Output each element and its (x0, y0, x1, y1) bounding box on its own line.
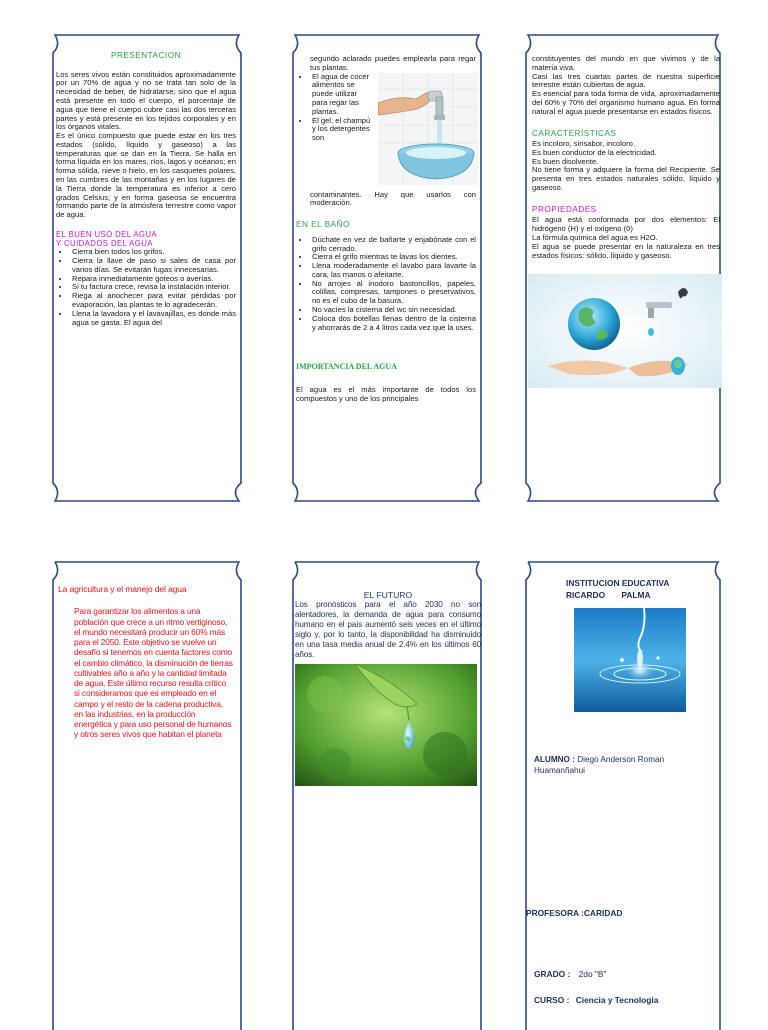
globe-faucet-hands-image (528, 274, 722, 388)
school-name-line2: RICARDO PALMA (566, 590, 651, 600)
caracteristicas-line: Es buen disolvente. (532, 156, 599, 166)
panel-presentacion (45, 33, 235, 503)
propiedades-text-1: El agua está conformada por dos elementos: El hidrógeno (H) y el oxígeno (0) (532, 215, 720, 234)
plant-tips-list (296, 73, 372, 143)
alumno-name-line1: Diego Anderson Roman (577, 755, 665, 764)
agricultura-body: Para garantizar los alimentos a una población que crece a un ritmo vertiginoso, el mundo necesitará producir un 60% más para el 2050. Este objetivo se vuelve un desafío si tenemos en cuenta factores como el cambio climático, la disminución de tierras cultivables año a año y la cantidad limitada de agua. Este último recurso resulta crítico si consideramos que es empleado en el campo y el resto de la cadena productiva, en las industrias, en la producción energética y para uso personal de humanos y otros seres vivos que habitan el planeta (74, 606, 233, 740)
buen-uso-tips-list (56, 248, 236, 327)
water-drop-splash-image (574, 608, 686, 712)
caracteristicas-line: No tiene forma y adquiere la forma del Recipiente. Se presenta en tres estados naturales sólido, líquido y gaseoso. (532, 165, 720, 193)
el-futuro-body: Los pronósticos para el año 2030 no son alentadores, la demanda de agua para consumo humano en el país aumentó seis veces en el último siglo y, por lo tanto, la disponibilidad ha disminuido en una tasa media anual de 2.4% en los últimos 60 años. (295, 600, 481, 660)
propiedades-title: PROPIEDADES (532, 204, 597, 214)
bano-tips-list (296, 236, 476, 333)
contaminantes-text: contaminantes. Hay que usarlos con moderación. (310, 189, 476, 208)
caracteristicas-line: Es incoloro, sinsabor, incoloro. (532, 139, 635, 149)
alumno-label: ALUMNO : (534, 755, 575, 764)
grado-value: 2do "B" (578, 969, 607, 979)
presentacion-paragraph-2: Es el único compuesto que puede estar en los tres estados (sólido, líquido y gaseoso) a las temperaturas que se dan en la Tierra. Se halla en forma líquida en los mares, ríos, lagos y océanos; en forma sólida, nieve o hielo, en los casquetes polares, en las cumbres de las montañas y en los lugares de la Tierra donde la temperatura es inferior a cero grados Celsius; y en forma gaseosa se encuentra formando parte de la atmósfera terrestre como vapor de agua. (56, 131, 236, 220)
school-name-line1: INSTITUCION EDUCATIVA (566, 578, 670, 588)
esencial-text: Es esencial para toda forma de vida, aproximadamente del 60% y 70% del organismo humano agua. En forma natural el agua puede presentarse en estados físicos. (532, 89, 720, 116)
leaf-earth-droplet-image (295, 664, 477, 786)
curso-label: CURSO : (534, 995, 570, 1005)
superficie-text: Casi las tres cuartas partes de nuestra superficie terrestre están cubiertas de agua. (532, 71, 720, 90)
propiedades-text-2: La fórmula química del agua es H2O. (532, 232, 658, 242)
panel-el-futuro (285, 560, 481, 1030)
list-item: • Cierra la llave de paso si sales de casa por varios días. Se evitarán fugas innecesarias. (70, 257, 236, 275)
faucet-bowl-illustration (378, 73, 478, 185)
importancia-title: IMPORTANCIA DEL AGUA (296, 362, 397, 372)
grado-row (534, 969, 606, 979)
list-item: • Si tu factura crece, revisa la instalación interior. (70, 283, 236, 292)
panel-cuidados-bano (285, 33, 475, 503)
caracteristicas-title: CARACTERÍSTICAS (532, 128, 617, 138)
buen-uso-heading-line2: Y CUIDADOS DEL AGUA (56, 239, 153, 249)
alumno-name-line2: Huamanñahui (534, 766, 585, 775)
list-item: • Cierra el grifo mientras te lavas los dientes. (310, 253, 476, 262)
list-item: • Llena la lavadora y el lavavajillas, es donde más agua se gasta. El agua del (70, 310, 236, 328)
list-item: • Riega al anochecer para evitar pérdidas por evaporación, las plantas te lo agradecerán. (70, 292, 236, 310)
propiedades-text-3: El agua se puede presentar en la naturaleza en tres estados físicos: sólido, líquido y gaseoso. (532, 241, 720, 260)
list-item: • Repara inmediatamente goteos o averías. (70, 275, 236, 284)
list-item: • No vacíes la cisterna del wc sin necesidad. (310, 306, 476, 315)
importancia-text: El agua es el más importante de todos los compuestos y uno de los principales (296, 384, 476, 403)
list-item: • Coloca dos botellas llenas dentro de la cisterna y ahorrarás de 2 a 4 litros cada vez que la uses. (310, 315, 476, 333)
el-futuro-title: EL FUTURO (363, 590, 413, 600)
list-item: • Dúchate en vez de bañarte y enjabónate con el grifo cerrado. (310, 236, 476, 254)
curso-value: Ciencia y Tecnologia (575, 995, 659, 1005)
continued-text: segundo aclarado puedes emplearla para regar tus plantas. (310, 54, 476, 72)
profesora-label: PROFESORA :CARIDAD (526, 908, 623, 918)
constituyentes-text: constituyentes del mundo en que vivimos y de la materia viva. (532, 54, 720, 72)
grado-label: GRADO : (534, 969, 571, 979)
en-el-bano-title: EN EL BAÑO (296, 220, 350, 230)
list-item: • Cierra bien todos los grifos. (70, 248, 236, 257)
buen-uso-heading (56, 230, 236, 248)
list-item: • El gel, el champú y los detergentes son (310, 117, 372, 143)
alumno-block (534, 755, 664, 764)
list-item: • No arrojes al inodoro bastoncillos, papeles, colillas, compresas, tampones o preservativos, no es el cubo de la basura. (310, 280, 476, 306)
panel-agricultura (45, 560, 235, 1030)
caracteristicas-line: Es buen conductor de la electricidad. (532, 147, 657, 157)
curso-row (534, 995, 658, 1005)
agricultura-title: La agricultura y el manejo del agua (58, 584, 187, 594)
list-item: • El agua de cocer alimentos se puede utilizar para regar las plantas. (310, 73, 372, 117)
list-item: • Llena moderadamente el lavabo para lavarte la cara, las manos o afeitarte. (310, 262, 476, 280)
panel-caracteristicas (518, 33, 720, 503)
buen-uso-heading-line1: EL BUEN USO DEL AGUA (56, 230, 158, 240)
presentacion-title: PRESENTACION (111, 51, 181, 60)
presentacion-paragraph-1: Los seres vivos están constituidos aproximadamente por un 70% de agua y no se trata tan solo de la necesidad de beber, de hidratarse, sino que el agua está presente en todo el cuerpo, el porcentaje de agua que tiene el cuerpo cubre casi las dos terceras partes y está presente en los tejidos corporales y en los órganos vitales. (56, 69, 236, 132)
panel-portada (518, 560, 708, 1030)
